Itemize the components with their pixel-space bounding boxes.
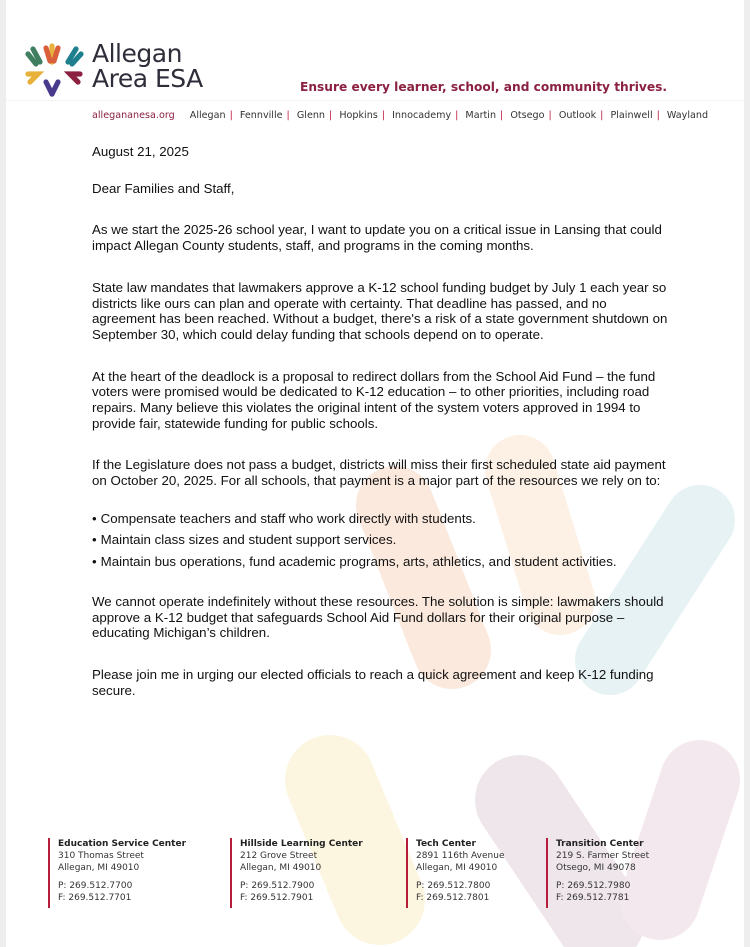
paragraph-solution: We cannot operate indefinitely without these resources. The solution is simple: lawmakers should approve a K-12 budget that safeguards School Aid Fund dollars for their original purpose – educating Michigan’s children. [92,593,664,641]
office-hillside-learning-center [230,838,363,908]
brand-name [92,41,203,91]
office-fax: F: 269.512.7701 [58,892,132,903]
tagline: Ensure every learner, school, and community thrives. [300,80,667,94]
paragraph-intro: As we start the 2025-26 school year, I want to update you on a critical issue in Lansing that could impact Allegan County students, staff, and programs in the coming months. [92,222,662,254]
office-street: 212 Grove Street [240,851,318,862]
district-fennville: Fennville [239,110,283,121]
office-education-service-center [48,838,186,908]
letter-salutation: Dear Families and Staff, [92,180,235,196]
office-city: Otsego, MI 49078 [556,863,636,874]
list-item: • Maintain bus operations, fund academic programs, arts, athletics, and student activities. [92,554,672,570]
paragraph-budget-deadline: State law mandates that lawmakers approve a K-12 school funding budget by July 1 each year so districts like ours can plan and operate with certainty. That deadline has passed, and no agreement has been reached. Without a budget, there's a risk of a state government shutdown on September 30, which could delay funding that schools depend on to operate. [92,279,668,342]
letter-date: August 21, 2025 [92,144,189,159]
office-tech-center [406,838,504,908]
list-item: • Maintain class sizes and student support services. [92,532,672,548]
district-innocademy: Innocademy [392,110,452,121]
district-otsego: Otsego [510,110,545,121]
office-street: 310 Thomas Street [58,851,144,862]
office-street: 219 S. Farmer Street [556,851,650,862]
letter-body [92,144,672,724]
paragraph-deadlock: At the heart of the deadlock is a proposal to redirect dollars from the School Aid Fund – the fund voters were promised would be dedicated to K-12 education – to other priorities, including road repairs. Many believe this violates the original intent of the system voters approved in 1994 to provide fair, statewide funding for public schools. [92,368,656,431]
header-divider [6,100,744,101]
page-edge-left [0,0,6,947]
resource-list [92,511,672,570]
office-name: Hillside Learning Center [240,839,363,849]
office-phone: P: 269.512.7700 [58,880,133,891]
office-fax: F: 269.512.7901 [240,892,314,903]
office-name: Education Service Center [58,839,187,849]
office-name: Tech Center [416,839,476,849]
district-bar: allegananesa.org Allegan | Fennville | Glenn | Hopkins | Innocademy | Martin | Otsego | Outlook | Plainwell | Wayland [92,110,709,121]
paragraph-state-aid: If the Legislature does not pass a budget, districts will miss their first scheduled state aid payment on October 20, 2025. For all schools, that payment is a major part of the resources we rely on to: [92,457,666,489]
office-city: Allegan, MI 49010 [58,863,140,874]
office-phone: P: 269.512.7980 [556,880,631,891]
district-wayland: Wayland [666,110,709,121]
brand-name-line2: Area ESA [92,64,203,93]
office-street: 2891 116th Avenue [416,851,505,862]
office-fax: F: 269.512.7801 [416,892,490,903]
district-glenn: Glenn [296,110,326,121]
footer-offices [48,838,728,908]
office-transition-center [546,838,649,908]
office-city: Allegan, MI 49010 [416,863,498,874]
brand-name-line1: Allegan [92,39,182,68]
office-fax: F: 269.512.7781 [556,892,630,903]
district-hopkins: Hopkins [339,110,378,121]
district-outlook: Outlook [558,110,597,121]
district-allegan: Allegan [189,110,226,121]
paragraph-call-to-action: Please join me in urging our elected officials to reach a quick agreement and keep K-12 funding secure. [92,666,654,698]
office-phone: P: 269.512.7900 [240,880,315,891]
list-item: • Compensate teachers and staff who work directly with students. [92,511,672,527]
website-link[interactable]: allegananesa.org [92,110,175,121]
office-city: Allegan, MI 49010 [240,863,322,874]
office-name: Transition Center [556,839,644,849]
district-plainwell: Plainwell [610,110,653,121]
page-edge-right [744,0,750,947]
allegan-logo-icon [24,40,86,102]
office-phone: P: 269.512.7800 [416,880,491,891]
district-martin: Martin [465,110,497,121]
